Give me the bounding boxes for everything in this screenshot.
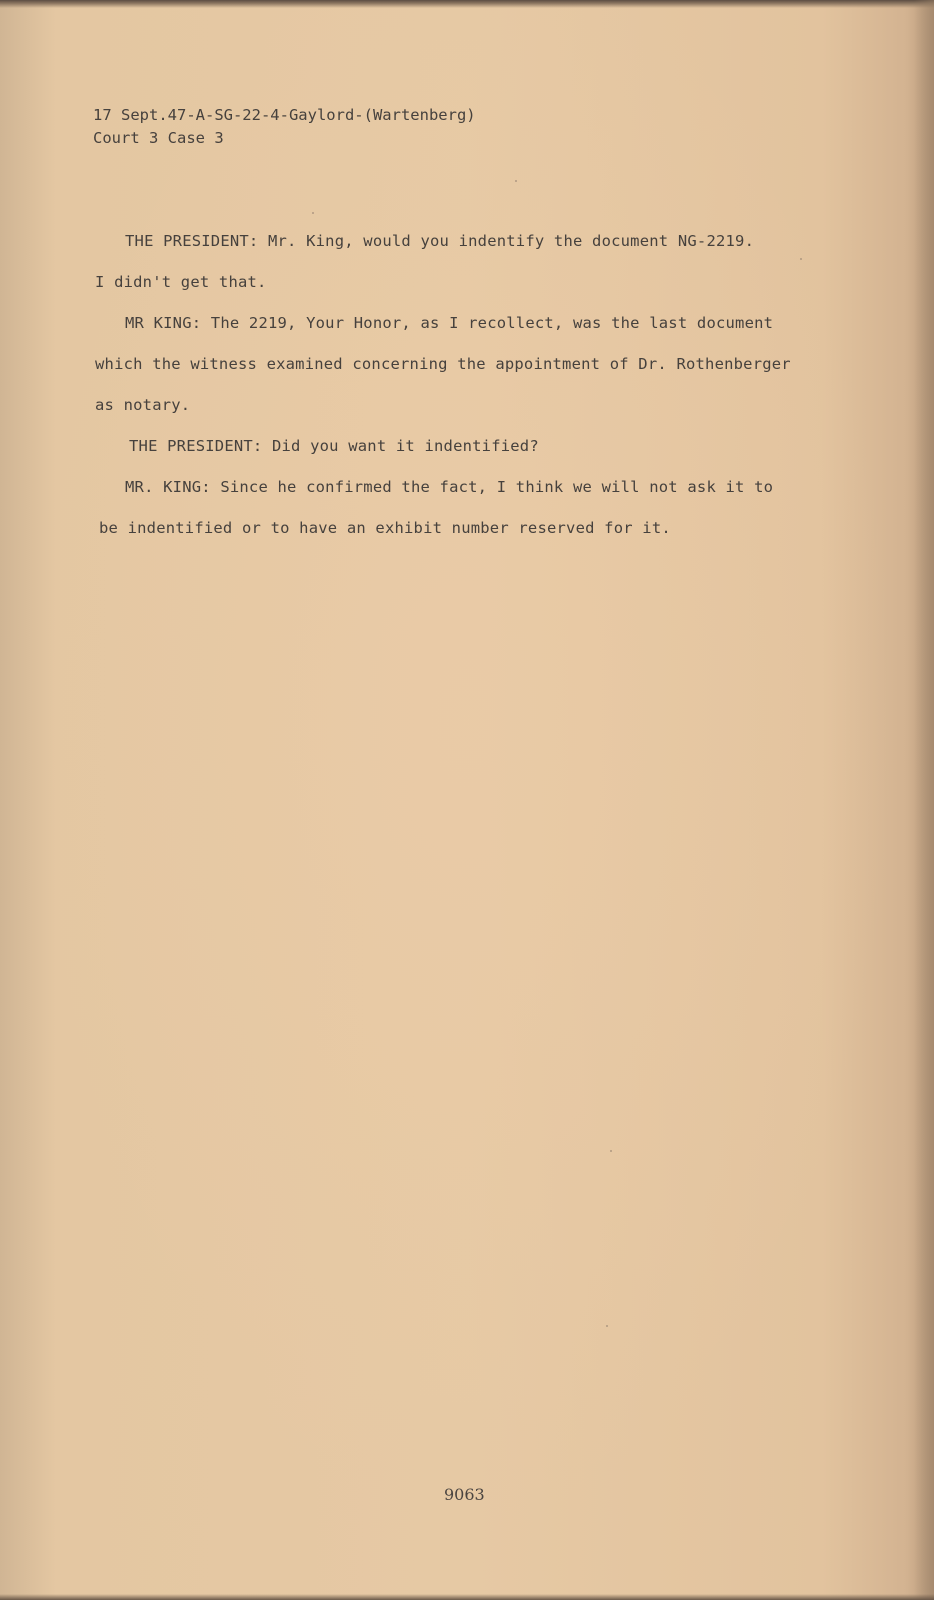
paper-speck	[800, 258, 802, 260]
transcript-line-7: MR. KING: Since he confirmed the fact, I think we will not ask it to	[125, 478, 774, 496]
header-reference-line: 17 Sept.47-A-SG-22-4-Gaylord-(Wartenberg)	[93, 106, 476, 124]
transcript-line-3: MR KING: The 2219, Your Honor, as I recollect, was the last document	[125, 314, 774, 332]
transcript-line-5: as notary.	[95, 396, 191, 414]
page-right-shadow	[914, 0, 934, 1600]
document-header	[93, 104, 476, 150]
transcript-line-8: be indentified or to have an exhibit number reserved for it.	[99, 519, 671, 537]
transcript-line-4: which the witness examined concerning the appointment of Dr. Rothenberger	[95, 355, 791, 373]
header-court-line: Court 3 Case 3	[93, 129, 224, 147]
paper-speck	[606, 1325, 608, 1327]
transcript-line-2: I didn't get that.	[95, 273, 267, 291]
paper-speck	[312, 212, 314, 214]
page-bottom-edge	[0, 1594, 934, 1600]
page-top-edge	[0, 0, 934, 8]
paper-speck	[515, 180, 517, 182]
page-number: 9063	[444, 1485, 485, 1504]
transcript-line-1: THE PRESIDENT: Mr. King, would you indentify the document NG-2219.	[125, 232, 755, 250]
paper-speck	[610, 1150, 612, 1152]
transcript-line-6: THE PRESIDENT: Did you want it indentified?	[129, 437, 539, 455]
